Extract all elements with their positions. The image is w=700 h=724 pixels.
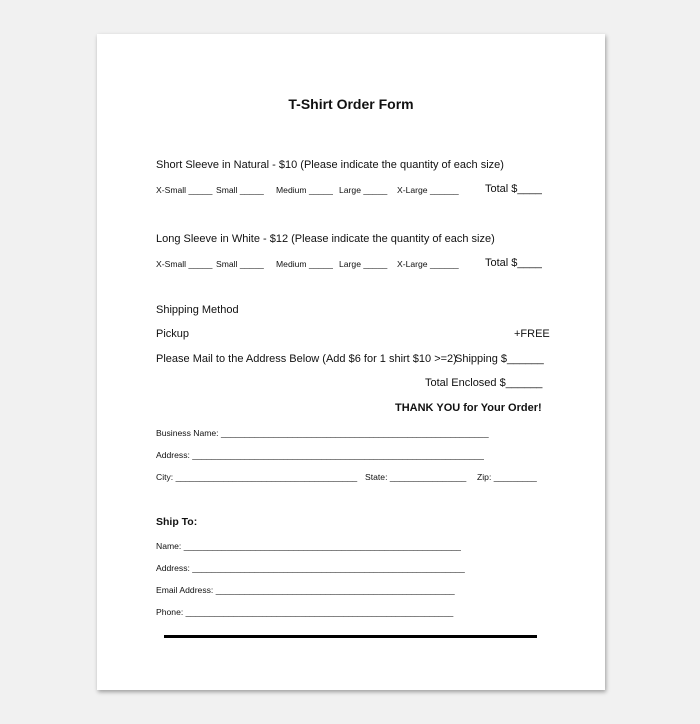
long-sleeve-size-medium[interactable]: Medium _____ — [276, 259, 333, 269]
long-sleeve-size-large[interactable]: Large _____ — [339, 259, 388, 269]
long-sleeve-size-xlarge[interactable]: X-Large ______ — [397, 259, 459, 269]
ship-to-address-field[interactable]: Address: _________________________________________________________ — [156, 563, 465, 573]
page-title: T-Shirt Order Form — [288, 96, 414, 112]
ship-to-heading: Ship To: — [156, 516, 198, 528]
long-sleeve-size-xsmall[interactable]: X-Small _____ — [156, 259, 213, 269]
short-sleeve-size-xlarge[interactable]: X-Large ______ — [397, 185, 459, 195]
business-name-field[interactable]: Business Name: ________________________________________________________ — [156, 428, 489, 438]
short-sleeve-size-large[interactable]: Large _____ — [339, 185, 388, 195]
city-field[interactable]: City: ______________________________________ — [156, 472, 358, 482]
ship-to-email-field[interactable]: Email Address: __________________________________________________ — [156, 585, 455, 595]
thank-you-message: THANK YOU for Your Order! — [395, 402, 542, 414]
pickup-option[interactable]: Pickup — [156, 328, 190, 340]
state-field[interactable]: State: ________________ — [365, 472, 467, 482]
short-sleeve-size-xsmall[interactable]: X-Small _____ — [156, 185, 213, 195]
pickup-price: +FREE — [514, 328, 550, 340]
short-sleeve-total[interactable]: Total $____ — [485, 183, 542, 195]
bottom-divider — [164, 635, 537, 638]
order-form-page — [97, 34, 605, 690]
short-sleeve-heading: Short Sleeve in Natural - $10 (Please indicate the quantity of each size) — [156, 159, 504, 171]
long-sleeve-heading: Long Sleeve in White - $12 (Please indicate the quantity of each size) — [156, 233, 495, 245]
ship-to-name-field[interactable]: Name: __________________________________________________________ — [156, 541, 461, 551]
mail-option[interactable]: Please Mail to the Address Below (Add $6 for 1 shirt $10 >=2) — [156, 353, 457, 365]
shipping-cost-field[interactable]: Shipping $______ — [455, 353, 544, 365]
ship-to-phone-field[interactable]: Phone: ________________________________________________________ — [156, 607, 454, 617]
long-sleeve-total[interactable]: Total $____ — [485, 257, 542, 269]
short-sleeve-size-small[interactable]: Small _____ — [216, 185, 264, 195]
business-address-field[interactable]: Address: _____________________________________________________________ — [156, 450, 484, 460]
long-sleeve-size-small[interactable]: Small _____ — [216, 259, 264, 269]
zip-field[interactable]: Zip: _________ — [477, 472, 537, 482]
short-sleeve-size-medium[interactable]: Medium _____ — [276, 185, 333, 195]
total-enclosed-field[interactable]: Total Enclosed $______ — [425, 377, 543, 389]
shipping-method-heading: Shipping Method — [156, 304, 239, 316]
